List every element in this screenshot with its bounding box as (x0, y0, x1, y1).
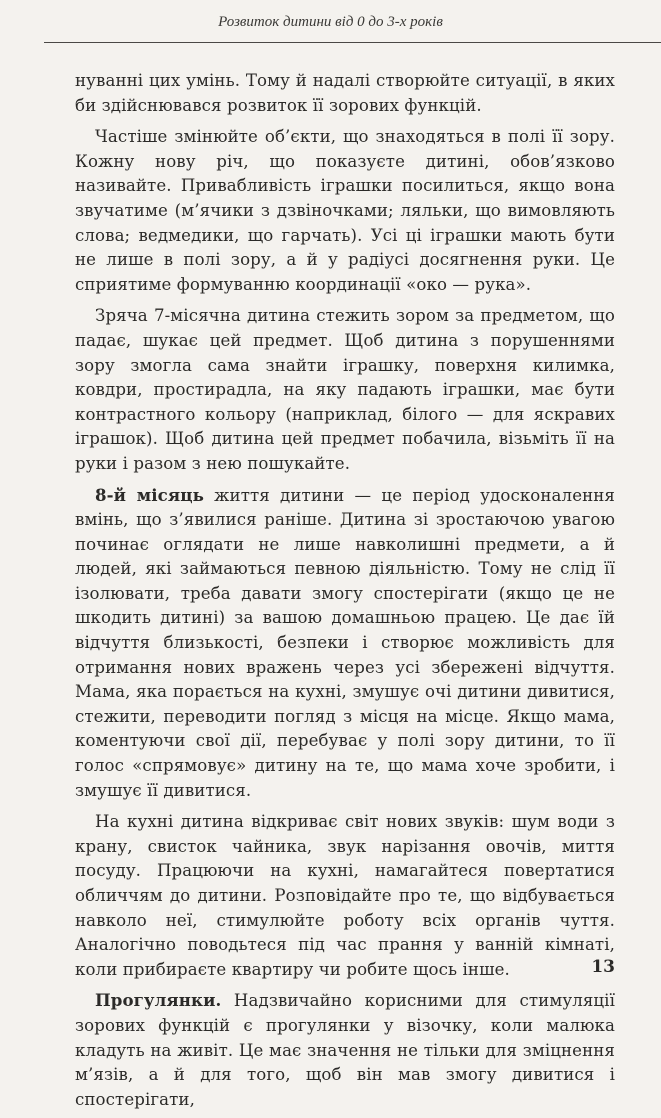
paragraph-3 (75, 303, 615, 476)
paragraph-text: Зряча 7-місячна дитина стежить зором за предметом, що падає, шукає цей предмет. Щоб дитина з порушеннями зору змогла сама знайти іграшку, поверхня килимка, ковдри, простирадла, на яку падають іграшки, має бути контрастного кольору (наприклад, білого — для яскравих іграшок). Щоб дитина цей предмет побачила, візьміть її на руки і разом з нею пошукайте. (75, 306, 615, 473)
paragraph-text: На кухні дитина відкриває світ нових звуків: шум води з крану, свисток чайника, звук нарізання овочів, миття посуду. Працюючи на кухні, намагайтеся повертатися обличчям до дитини. Розповідайте про те, що відбувається навколо неї, стимулюйте роботу всіх органів чуття. Аналогічно поводьтеся під час прання у ванній кімнаті, коли прибираєте квартиру чи робите щось інше. (75, 812, 615, 979)
body-text (75, 68, 615, 1118)
paragraph-bold-lead: Прогулянки. (95, 990, 222, 1011)
paragraph-5 (75, 809, 615, 982)
paragraph-4 (75, 483, 615, 804)
page-number: 13 (591, 957, 615, 977)
paragraph-2 (75, 124, 615, 297)
paragraph-text: нуванні цих умінь. Тому й надалі створюйте ситуації, в яких би здійснювався розвиток її зорових функцій. (75, 71, 615, 115)
paragraph-text: Частіше змінюйте об’єкти, що знаходяться в полі її зору. Кожну нову річ, що показуєте дитині, обов’язково називайте. Привабливість іграшки посилиться, якщо вона звучатиме (м’ячики з дзвіночками; ляльки, що вимовляють слова; ведмедики, що гарчать). Усі ці іграшки мають бути не лише в полі зору, а й у радіусі досягнення руки. Це сприятиме формуванню координації «око — рука». (75, 127, 615, 294)
paragraph-text: Надзвичайно корисними для стимуляції зорових функцій є прогулянки у візочку, коли малюка кладуть на живіт. Це має значення не тільки для зміцнення м’язів, а й для того, щоб він мав змогу дивитися і спостерігати, (75, 991, 615, 1109)
header-rule (44, 42, 661, 43)
running-head: Розвиток дитини від 0 до 3-х років (218, 14, 443, 30)
paragraph-6 (75, 988, 615, 1112)
paragraph-bold-lead: 8-й місяць (95, 484, 204, 505)
paragraph-1 (75, 68, 615, 118)
paragraph-text: життя дитини — це період удосконалення вмінь, що з’явилися раніше. Дитина зі зростаючою увагою починає оглядати не лише навколишні предмети, а й людей, які займаються певною діяльністю. Тому не слід її ізолювати, треба давати змогу спостерігати (якщо це не шкодить дитині) за вашою домашньою працею. Це дає їй відчуття близькості, безпеки і створює можливість для отримання нових вражень через усі збережені відчуття. Мама, яка порається на кухні, змушує очі дитини дивитися, стежити, переводити погляд з місця на місце. Якщо мама, коментуючи свої дії, перебуває у полі зору дитини, то її голос «спрямовує» дитину на те, що мама хоче зробити, і змушує її дивитися. (75, 485, 615, 800)
